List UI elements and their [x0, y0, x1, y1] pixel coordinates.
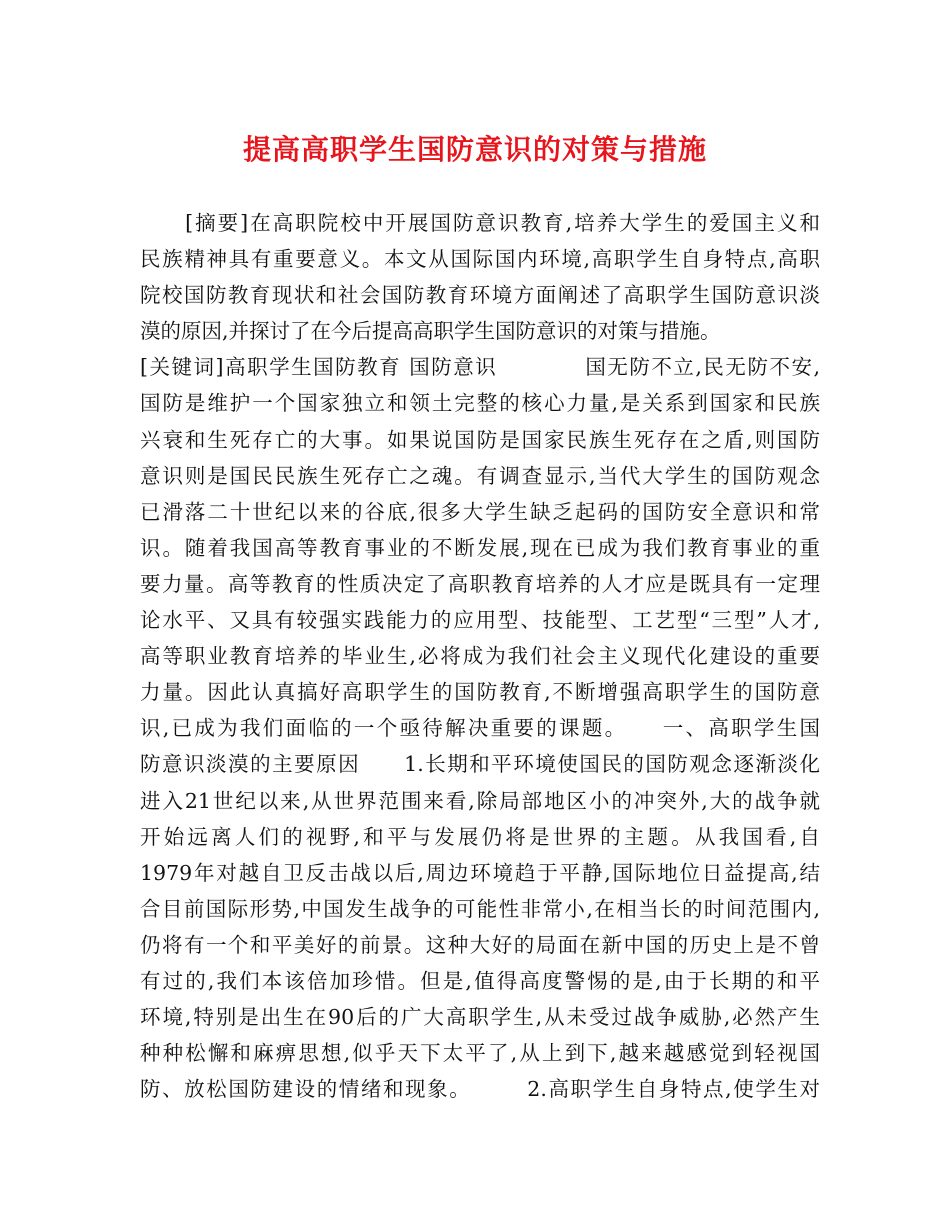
body-line: 有过的,我们本该倍加珍惜。但是,值得高度警惕的是,由于长期的和平 — [140, 968, 820, 993]
document-body — [140, 205, 820, 1107]
body-line: 已滑落二十世纪以来的谷底,很多大学生缺乏起码的国防安全意识和常 — [140, 499, 820, 524]
body-line: 高等职业教育培养的毕业生,必将成为我们社会主义现代化建设的重要 — [140, 644, 820, 669]
body-line: 意识则是国民民族生死存亡之魂。有调查显示,当代大学生的国防观念 — [140, 463, 820, 488]
body-line: 院校国防教育现状和社会国防教育环境方面阐述了高职学生国防意识淡 — [140, 283, 820, 308]
body-line: 进入21世纪以来,从世界范围来看,除局部地区小的冲突外,大的战争就 — [140, 788, 820, 813]
body-line: 防意识淡漠的主要原因 1.长期和平环境使国民的国防观念逐渐淡化 — [140, 752, 820, 777]
body-line: 1979年对越自卫反击战以后,周边环境趋于平静,国际地位日益提高,结 — [140, 860, 820, 885]
body-line: 识,已成为我们面临的一个亟待解决重要的课题。 一、高职学生国 — [140, 716, 820, 741]
body-line: 防、放松国防建设的情绪和现象。 2.高职学生自身特点,使学生对 — [140, 1077, 820, 1102]
body-line: 环境,特别是出生在90后的广大高职学生,从未受过战争威胁,必然产生 — [140, 1005, 820, 1030]
body-line: 兴衰和生死存亡的大事。如果说国防是国家民族生死存在之盾,则国防 — [140, 427, 820, 452]
body-line: 漠的原因,并探讨了在今后提高高职学生国防意识的对策与措施。 — [140, 319, 721, 344]
body-line: 要力量。高等教育的性质决定了高职教育培养的人才应是既具有一定理 — [140, 571, 820, 596]
body-line: 民族精神具有重要意义。本文从国际国内环境,高职学生自身特点,高职 — [140, 247, 820, 272]
body-line: 种种松懈和麻痹思想,似乎天下太平了,从上到下,越来越感觉到轻视国 — [140, 1041, 820, 1066]
body-line: 合目前国际形势,中国发生战争的可能性非常小,在相当长的时间范围内, — [140, 896, 820, 921]
body-line: [关键词]高职学生国防教育 国防意识 国无防不立,民无防不安, — [140, 355, 820, 380]
body-line: 仍将有一个和平美好的前景。这种大好的局面在新中国的历史上是不曾 — [140, 932, 820, 957]
body-line: 力量。因此认真搞好高职学生的国防教育,不断增强高职学生的国防意 — [140, 680, 820, 705]
body-line: 论水平、又具有较强实践能力的应用型、技能型、工艺型“三型”人才, — [140, 608, 820, 633]
document-title: 提高高职学生国防意识的对策与措施 — [242, 133, 707, 166]
body-line: 开始远离人们的视野,和平与发展仍将是世界的主题。从我国看,自 — [140, 824, 820, 849]
body-line: [摘要]在高职院校中开展国防意识教育,培养大学生的爱国主义和 — [140, 211, 820, 235]
body-line: 识。随着我国高等教育事业的不断发展,现在已成为我们教育事业的重 — [140, 535, 820, 560]
body-line: 国防是维护一个国家独立和领土完整的核心力量,是关系到国家和民族 — [140, 391, 820, 416]
